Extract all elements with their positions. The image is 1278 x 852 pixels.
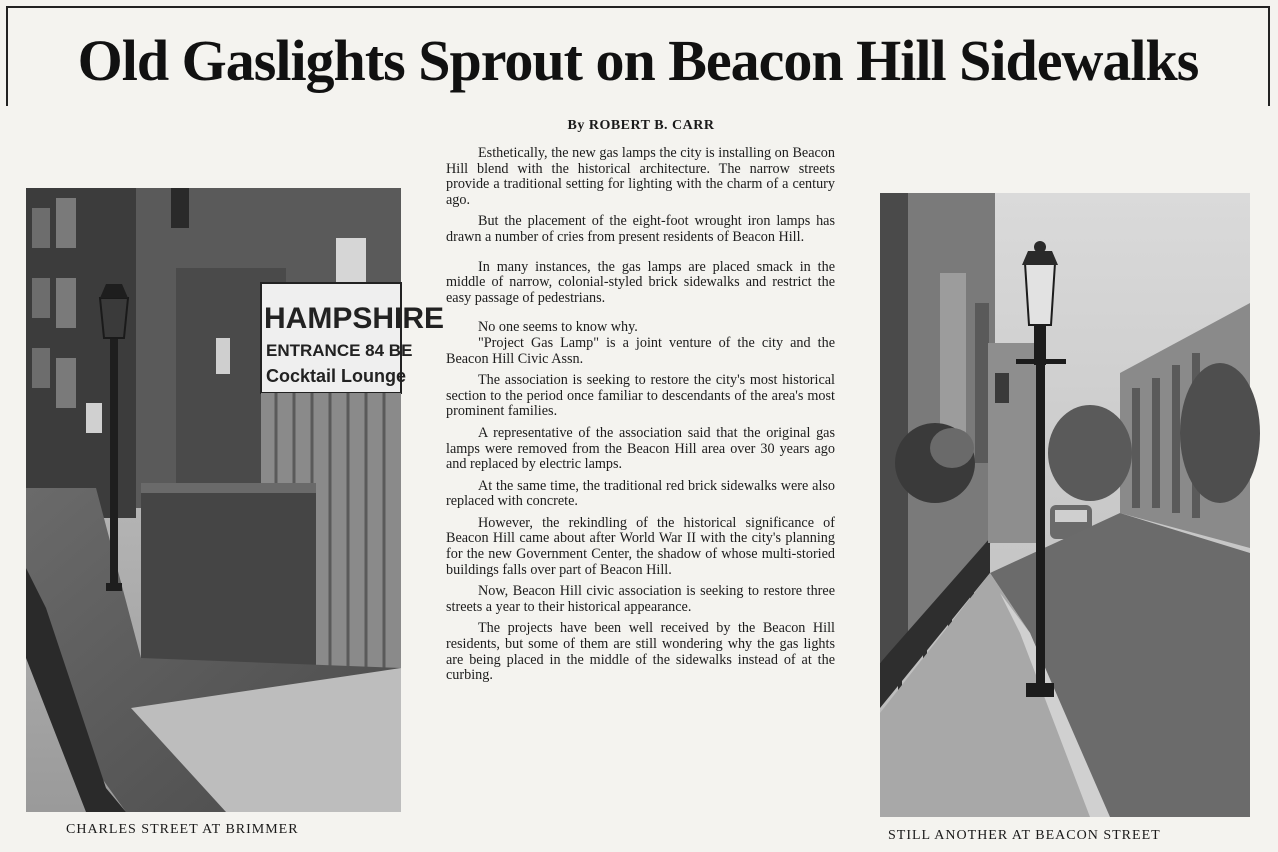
top-rule	[6, 6, 1270, 8]
article-paragraph: A representative of the association said that the original gas lamps were removed from the Beacon Hill area over 30 years ago and replaced by electric lamps.	[446, 424, 835, 473]
left-rule	[6, 6, 8, 106]
byline: By ROBERT B. CARR	[567, 118, 715, 133]
headline: Old Gaslights Sprout on Beacon Hill Sidewalks	[77, 28, 1199, 93]
article-paragraph: The projects have been well received by the Beacon Hill residents, but some of them are still wondering why the gas lights are being placed in the middle of the sidewalks instead of at the curbing.	[446, 620, 835, 684]
article-paragraph: In many instances, the gas lamps are placed smack in the middle of narrow, colonial-styled brick sidewalks and restrict the easy passage of pedestrians.	[446, 258, 835, 306]
caption-right: STILL ANOTHER AT BEACON STREET	[888, 828, 1161, 843]
article-paragraph: But the placement of the eight-foot wrought iron lamps has drawn a number of cries from present residents of Beacon Hill.	[446, 213, 835, 245]
article-paragraph: At the same time, the traditional red brick sidewalks were also replaced with concrete.	[446, 477, 835, 510]
caption-left: CHARLES STREET AT BRIMMER	[66, 822, 299, 837]
article-body	[446, 146, 835, 690]
article-paragraph: No one seems to know why.	[478, 319, 638, 336]
photo-beacon-street	[880, 193, 1250, 817]
sign-line-1: HAMPSHIRE	[264, 302, 445, 335]
article-paragraph: "Project Gas Lamp" is a joint venture of the city and the Beacon Hill Civic Assn.	[446, 334, 835, 367]
photo-charles-street	[26, 188, 445, 812]
article-paragraph: The association is seeking to restore the city's most historical section to the period once familiar to descendants of the area's most prominent families.	[446, 372, 835, 420]
sign-line-2: ENTRANCE 84 BE	[266, 341, 413, 360]
sign-line-3: Cocktail Lounge	[266, 366, 407, 386]
article-paragraph: Esthetically, the new gas lamps the city is installing on Beacon Hill blend with the historical architecture. The narrow streets provide a traditional setting for lighting with the charm of a century ago.	[446, 145, 835, 208]
article-paragraph: However, the rekindling of the historical significance of Beacon Hill came about after World War II with the city's planning for the new Government Center, the shadow of whose multi-storied buildings falls over part of Beacon Hill.	[446, 514, 835, 578]
right-rule	[1268, 6, 1270, 106]
article-paragraph: Now, Beacon Hill civic association is seeking to restore three streets a year to their historical appearance.	[446, 583, 835, 615]
